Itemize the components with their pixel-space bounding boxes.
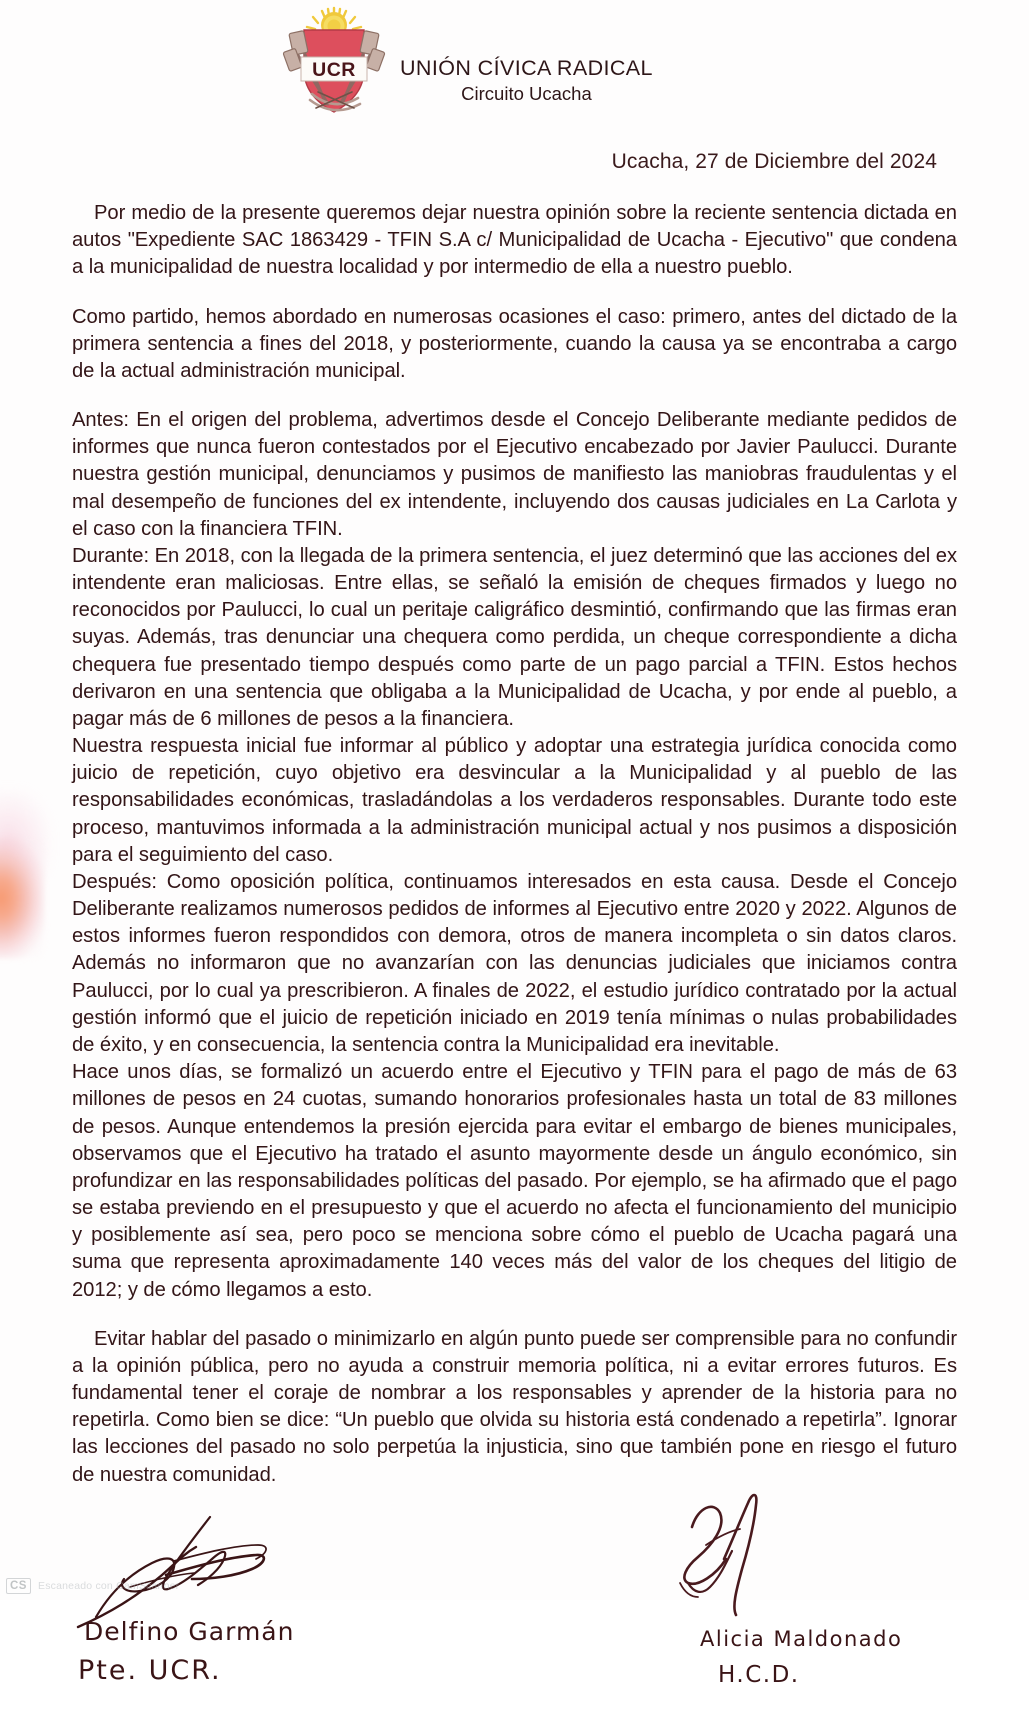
body-text: Hace unos días, se formalizó un acuerdo entre el Ejecutivo y TFIN para el pago de más de 63 millones de pesos en 24 cuotas, sumando honorarios profesionales hasta un total de 83 millones de pesos. Aunque entendemos la presión ejercida para evitar el embargo de bienes municipales, observamos que el Ejecutivo ha tratado el asunto mayormente desde un ángulo económico, sin profundizar en las responsabilidades políticas del pasado. Por ejemplo, se ha afirmado que el pago se estaba previendo en el presupuesto y que el acuerdo no afecta el funcionamiento del municipio y posiblemente así sea, pero poco se menciona sobre cómo el pueblo de Ucacha pagará una suma que representa aproximadamente 140 veces más del valor de los cheques del litigio de 2012; y de cómo llegamos a esto.: [72, 1061, 957, 1301]
date-line: Ucacha, 27 de Diciembre del 2024: [611, 150, 937, 173]
paragraph-cierre: [72, 1326, 957, 1489]
letter-body: [0, 200, 1029, 1489]
ucr-shield-icon: [282, 8, 386, 120]
camscanner-watermark: [6, 1578, 179, 1594]
body-text: : En el origen del problema, advertimos desde el Concejo Deliberante mediante pedidos de informes que nunca fueron contestados por el Ejecutivo encabezado por Javier Paulucci. Durante nuestra gestión municipal, denunciamos y pusimos de manifiesto las maniobras fraudulentas y el mal desempeño de funciones del ex intendente, incluyendo dos causas judiciales en La Carlota y el caso con la financiera TFIN.: [72, 409, 957, 540]
body-text: Por medio de la presente queremos dejar nuestra opinión sobre la reciente sentencia dictada en autos: [72, 202, 957, 252]
signature-right-name: Alicia Maldonado: [700, 1626, 903, 1651]
handwritten-signature-icon: [640, 1487, 880, 1632]
paragraph-respuesta-inicial: [72, 733, 957, 869]
ucr-shield-logo: [282, 8, 386, 120]
signature-right-role: H.C.D.: [718, 1661, 800, 1688]
body-text: : En 2018, con la llegada de la primera sentencia, el juez determinó que las acciones del ex intendente eran maliciosas. Entre ellas, se señaló la emisión de cheques firmados y luego no reconocidos por Paulucci, lo cual un peritaje caligráfico desmintió, confirmando que las firmas eran suyas. Además, tras denunciar una chequera como perdida, un cheque correspondiente a dicha chequera fue presentado tiempo después como parte de un pago parcial a TFIN. Estos hechos derivaron en una sentencia que obligaba a la Municipalidad de Ucacha, y por ende al pueblo, a pagar más de 6 millones de pesos a la financiera.: [72, 544, 957, 730]
organization-subtitle: Circuito Ucacha: [461, 82, 592, 104]
ucr-logo-text: UCR: [312, 59, 356, 81]
paragraph-intro: [72, 200, 957, 282]
emphasis-text: "Expediente SAC 1863429 - TFIN S.A c/ Municipalidad de Ucacha - Ejecutivo": [127, 229, 834, 252]
camscanner-badge-icon: CS: [6, 1578, 31, 1594]
body-text: Como partido, hemos abordado en numerosas ocasiones el caso: primero, antes del dictado de la primera sentencia a fines del 2018, y posteriormente, cuando la causa ya se encontraba a cargo de la actual administración municipal.: [72, 305, 957, 382]
emphasis-text: Después: [72, 870, 152, 893]
signature-right: [640, 1487, 1000, 1688]
signature-left-name: Delfino Garmán: [84, 1616, 295, 1646]
camscanner-label: Escaneado con CamScanner: [37, 1580, 180, 1592]
paragraph-como-partido: [72, 304, 957, 386]
body-text: que condena a la municipalidad de nuestra localidad y por intermedio de ella a nuestro pueblo.: [72, 229, 957, 279]
body-text: Nuestra respuesta inicial fue informar al público y adoptar una estrategia jurídica conocida como juicio de repetición, cuyo objetivo era desvincular a la Municipalidad y al pueblo de las responsabilidades económicas, trasladándolas a los verdaderos responsables. Durante todo este proceso, mantuvimos informada a la administración municipal actual y nos pusimos a disposición para el seguimiento del caso.: [72, 735, 957, 866]
paragraph-durante: [72, 543, 957, 733]
signature-left-role: Pte. UCR.: [78, 1654, 222, 1686]
paragraph-despues: [72, 869, 957, 1059]
signature-area: [0, 1499, 1029, 1729]
organization-block: [400, 8, 653, 105]
paragraph-antes: [72, 407, 957, 543]
paragraph-acuerdo: [72, 1059, 957, 1304]
signature-left: [70, 1505, 490, 1686]
body-text: Evitar hablar del pasado o minimizarlo en algún punto puede ser comprensible para no confundir a la opinión pública, pero no ayuda a construir memoria política, ni a evitar errores futuros. Es fundamental tener el coraje de nombrar a los responsables y aprender de la historia para no repetirla. Como bien se dice: “Un pueblo que olvida su historia está condenado a repetirla”. Ignorar las lecciones del pasado no solo perpetúa la injusticia, sino que también pone en riesgo el futuro de nuestra comunidad.: [72, 1327, 957, 1486]
emphasis-text: Durante: [72, 544, 144, 567]
organization-name: UNIÓN CÍVICA RADICAL: [400, 56, 653, 80]
body-text: : Como oposición política, continuamos interesados en esta causa. Desde el Concejo Deliberante realizamos numerosos pedidos de informes al Ejecutivo entre 2020 y 2022. Algunos de estos informes fueron respondidos con demora, otros de manera incompleta o sin datos claros. Además no informaron que no avanzarían con las denuncias judiciales que iniciamos contra Paulucci, por lo cual ya prescribieron. A finales de 2022, el estudio jurídico contratado por la actual gestión informó que el juicio de repetición iniciado en 2019 tenía mínimas o nulas probabilidades de éxito, y en consecuencia, la sentencia contra la Municipalidad era inevitable.: [72, 870, 957, 1056]
letterhead: [0, 0, 1029, 120]
emphasis-text: Antes: [72, 409, 124, 432]
